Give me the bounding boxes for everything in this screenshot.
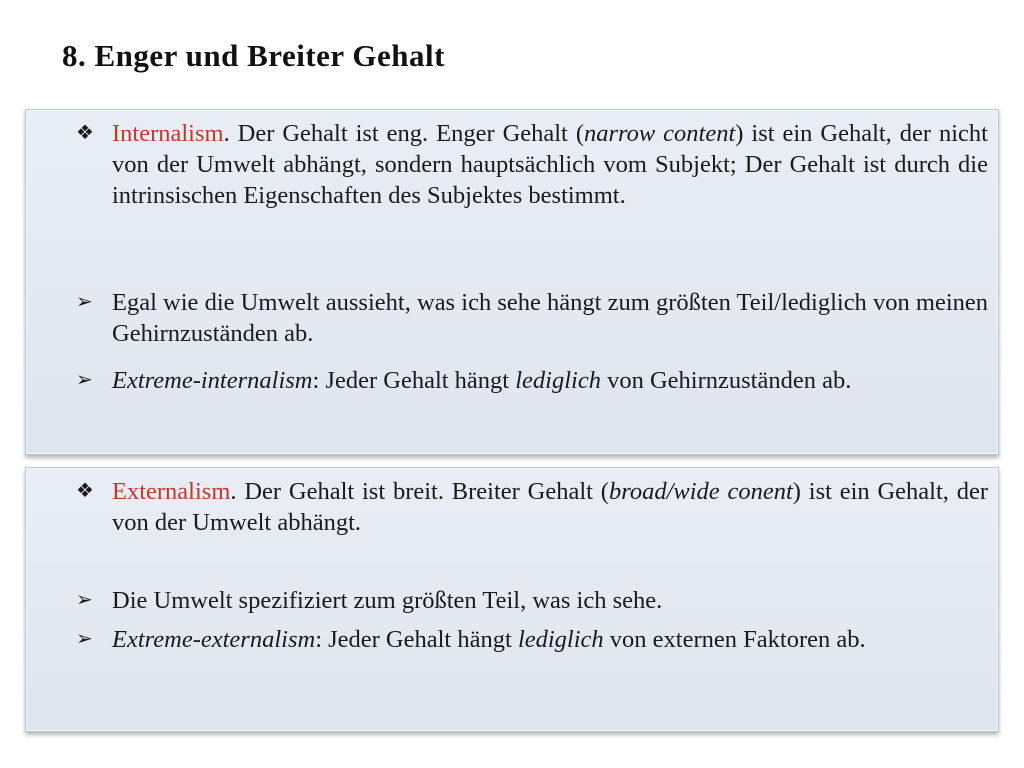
- italic-broad-wide-content: broad/wide conent: [608, 478, 793, 505]
- text-segment: von externen Faktoren ab.: [603, 626, 866, 653]
- italic-extreme-externalism: Extreme-externalism: [112, 626, 316, 653]
- list-item-umwelt-internal: [76, 287, 988, 349]
- slide-title: 8. Enger und Breiter Gehalt: [62, 38, 445, 73]
- item-text: [112, 365, 988, 396]
- arrow-bullet-icon: ➢: [76, 628, 93, 650]
- text-segment: ) ist ein Gehalt, der nicht von der Umwelt abhängt, sondern hauptsächlich vom Subjekt; Der Gehalt ist durch die intrinsischen Eigenschaften des Subjektes bestimmt.: [112, 120, 988, 209]
- item-text: [112, 624, 988, 655]
- text-segment: . Der Gehalt ist eng. Enger Gehalt (: [223, 120, 584, 147]
- item-text: Die Umwelt spezifiziert zum größten Teil, was ich sehe.: [112, 587, 663, 614]
- arrow-bullet-icon: ➢: [76, 291, 93, 313]
- arrow-bullet-icon: ➢: [76, 589, 93, 611]
- item-text: [112, 476, 988, 538]
- list-item-internalism: [76, 118, 988, 211]
- diamond-bullet-icon: ❖: [76, 122, 94, 144]
- italic-narrow-content: narrow content: [583, 120, 736, 147]
- list-item-extreme-externalism: [76, 624, 988, 655]
- list-item-umwelt-external: [76, 585, 988, 616]
- item-text: Egal wie die Umwelt aussieht, was ich sehe hängt zum größten Teil/lediglich von meinen Gehirnzuständen ab.: [112, 289, 988, 347]
- text-segment: : Jeder Gehalt hängt: [312, 367, 516, 394]
- italic-lediglich: lediglich: [517, 626, 604, 653]
- arrow-bullet-icon: ➢: [76, 369, 93, 391]
- text-segment: . Der Gehalt ist breit. Breiter Gehalt (: [230, 478, 609, 505]
- internalism-panel: [25, 109, 999, 455]
- italic-extreme-internalism: Extreme-internalism: [112, 367, 313, 394]
- term-internalism: Internalism: [112, 120, 224, 147]
- list-item-extreme-internalism: [76, 365, 988, 396]
- item-text: [112, 118, 988, 211]
- externalism-panel: [25, 467, 999, 732]
- diamond-bullet-icon: ❖: [76, 480, 94, 502]
- list-item-externalism: [76, 476, 988, 538]
- text-segment: von Gehirnzuständen ab.: [600, 367, 852, 394]
- text-segment: : Jeder Gehalt hängt: [315, 626, 518, 653]
- term-externalism: Externalism: [112, 478, 231, 505]
- text-segment: ) ist ein Gehalt, der von der Umwelt abhängt.: [112, 478, 989, 536]
- italic-lediglich: lediglich: [515, 367, 601, 394]
